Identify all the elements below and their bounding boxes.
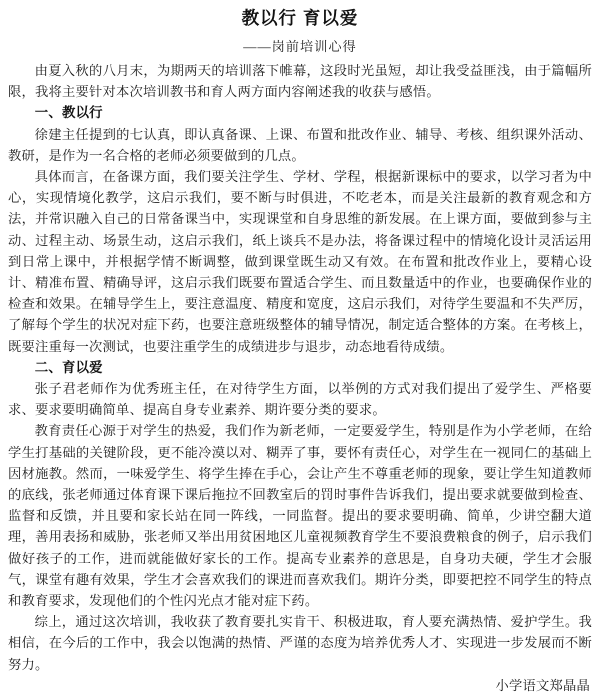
document-signature: 小学语文郑晶晶 (495, 677, 590, 693)
section-heading-teaching: 一、教以行 (34, 105, 103, 121)
paragraph-intro: 由夏入秋的八月末，为期两天的培训落下帷幕，这段时光虽短，却让我受益匪浅，由于篇幅所限，我将主要针对本次培训教书和育人两方面内容阐述我的收获与感悟。 (8, 63, 592, 100)
paragraph-seven-diligences: 徐建主任提到的七认真，即认真备课、上课、布置和批改作业、辅导、考核、组织课外活动、教研，是作为一名合格的老师必须要做到的几点。 (8, 126, 592, 163)
document-subtitle: ——岗前培训心得 (243, 39, 357, 54)
paragraph-nurturing-details: 教育责任心源于对学生的热爱，我们作为新老师，一定要爱学生，特别是作为小学老师，在给学生打基础的关键阶段，更不能冷漠以对、糊弄了事，要怀有责任心，对学生在一视同仁的基础上因材施教。然而，一味爱学生、将学生捧在手心，会让产生不尊重老师的现象，要让学生知道教师的底线，张老师通过体育课下课后拖拉不回教室后的罚时事件告诉我们，提出要求就要做到检查、监督和反馈，并且要和家长站在同一阵线，一同监督。提出的要求要明确、简单，少讲空翻大道理，善用表扬和威胁，张老师又举出用贫困地区儿童视频教育学生不要浪费粮食的例子，启示我们做好孩子的工作，进而就能做好家长的工作。提高专业素养的意思是，自身功夫硬，学生才会服气，课堂有趣有效果，学生才会喜欢我们的课进而喜欢我们。期许分类，即要把控不同学生的特点和教育要求，发现他们的个性闪光点才能对症下药。 (8, 423, 592, 609)
paragraph-conclusion: 综上，通过这次培训，我收获了教育要扎实肯干、积极进取，育人要充满热情、爱护学生。我相信，在今后的工作中，我会以饱满的热情、严谨的态度为培养优秀人才、实现进一步发展而不断努力。 (8, 614, 592, 672)
paragraph-head-teacher-requirements: 张子君老师作为优秀班主任，在对待学生方面，以举例的方式对我们提出了爱学生、严格要求、要求要明确简单、提高自身专业素养、期许要分类的要求。 (8, 381, 592, 418)
section-heading-nurturing: 二、育以爱 (34, 359, 103, 375)
document-title: 教以行 育以爱 (241, 8, 359, 28)
paragraph-teaching-details: 具体而言，在备课方面，我们要关注学生、学材、学程，根据新课标中的要求，以学习者为中心，实现情境化教学，这启示我们，要不断与时俱进，不吃老本，而是关注最新的教育观念和方法，并常识融入自己的日常备课当中，实现课堂和自身思维的新发展。在上课方面，要做到参与主动、过程主动、场景生动，这启示我们，纸上谈兵不是办法，将备课过程中的情境化设计灵活运用到日常上课中，并根据学情不断调整，做到课堂既生动又有效。在布置和批改作业上，要精心设计、精准布置、精确导评，这启示我们既要布置适合学生、而且数量适中的作业，也要确保作业的检查和效果。在辅导学生上，要注意温度、精度和宽度，这启示我们，对待学生要温和不失严厉，了解每个学生的状况对症下药，也要注意班级整体的辅导情况，制定适合整体的方案。在考核上，既要注重每一次测试，也要注重学生的成绩进步与退步，动态地看待成绩。 (8, 169, 592, 354)
